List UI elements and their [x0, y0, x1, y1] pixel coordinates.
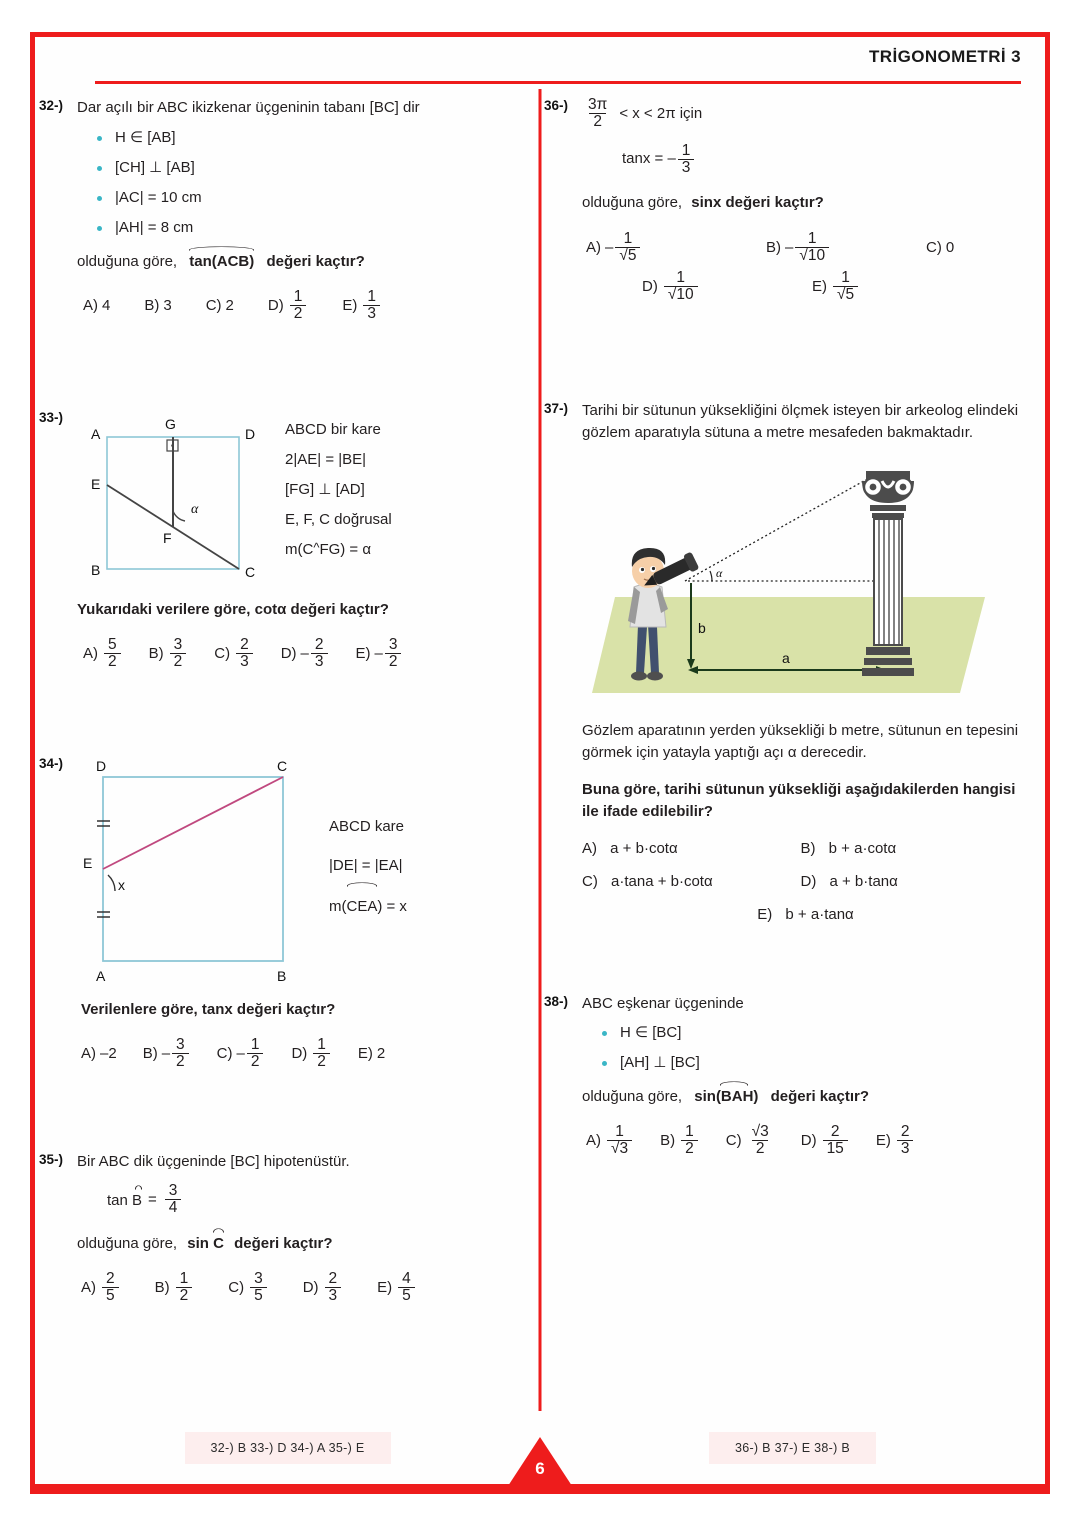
range-rest: < x < 2π için: [619, 104, 703, 122]
ask-tail: değeri kaçtır?: [234, 1234, 333, 1252]
fraction: [823, 1124, 848, 1158]
given-line: |DE| = |EA|: [329, 856, 403, 874]
question-33-ask: Yukarıdaki verilere göre, cotα değeri kaçtır?: [77, 600, 389, 618]
option-label: A): [83, 297, 98, 315]
numerator: 1: [293, 288, 303, 305]
option-label: D): [800, 1132, 817, 1150]
denominator: 2: [290, 305, 307, 322]
option-sign: –: [300, 645, 309, 663]
option-label: E): [757, 905, 773, 923]
fraction: [165, 1183, 182, 1217]
option-b[interactable]: [766, 231, 926, 265]
option-label: D): [800, 872, 817, 890]
option-d[interactable]: [291, 1037, 331, 1071]
page-header: [65, 47, 1021, 91]
option-label: C): [205, 297, 222, 315]
label-F: F: [163, 529, 172, 546]
option-label: C): [582, 872, 598, 890]
given-lhs: tan B: [107, 1191, 143, 1209]
numerator: 1: [179, 1270, 189, 1288]
question-34-ask: Verilenlere göre, tanx değeri kaçtır?: [81, 1000, 336, 1018]
option-e[interactable]: [358, 1045, 385, 1062]
ask-tail: değeri kaçtır?: [770, 1087, 869, 1105]
question-38: [544, 993, 1019, 1158]
square-abcd-midpoint-diagram: [77, 755, 313, 987]
option-a[interactable]: [83, 297, 110, 314]
numerator: 1: [681, 141, 691, 159]
option-label: E): [377, 1279, 393, 1297]
option-b[interactable]: [801, 840, 1020, 857]
option-label: D): [302, 1279, 319, 1297]
denominator: √10: [664, 286, 698, 303]
option-value: 2: [376, 1045, 386, 1063]
question-36-options-row1: [586, 231, 1019, 265]
tan-b-expression: [107, 1188, 142, 1213]
denominator: 3: [897, 1140, 914, 1157]
answer-key-left: 32-) B 33-) D 34-) A 35-) E: [185, 1432, 391, 1464]
option-a[interactable]: [586, 231, 766, 265]
fraction: [247, 1037, 264, 1071]
option-label: A): [81, 1045, 96, 1063]
square-abcd-diagram: [77, 409, 277, 589]
fraction: [250, 1271, 267, 1305]
numerator: 2: [328, 1270, 338, 1288]
alpha-label: α: [191, 501, 199, 517]
denominator: 3: [325, 1287, 342, 1304]
numerator: 2: [240, 636, 249, 654]
label-B: B: [91, 561, 101, 578]
option-d[interactable]: [801, 1124, 850, 1158]
option-sign: –: [161, 1045, 171, 1063]
numerator: 1: [623, 229, 633, 247]
option-c[interactable]: [926, 239, 954, 256]
option-d[interactable]: [281, 637, 330, 671]
numerator: 1: [807, 229, 817, 247]
question-38-givens: [600, 1023, 1019, 1074]
given-line: E, F, C doğrusal: [285, 510, 392, 528]
option-value: 3: [163, 297, 172, 315]
equation-lhs: tanx = –: [622, 150, 676, 168]
ask-expression: [694, 1088, 762, 1105]
numerator: 4: [402, 1270, 411, 1288]
fraction: [681, 1124, 698, 1158]
hat-mark: [135, 1185, 142, 1189]
option-d[interactable]: [642, 270, 812, 304]
option-c[interactable]: [582, 873, 801, 890]
angle-x-label: x: [118, 876, 125, 893]
option-label: E): [357, 1045, 373, 1063]
ask-tail: değeri kaçtır?: [266, 252, 365, 270]
given-line: [FG] ⊥ [AD]: [285, 480, 365, 498]
option-b[interactable]: [149, 637, 189, 671]
numerator: 1: [317, 1036, 326, 1054]
question-37-illustration: [590, 455, 1019, 712]
label-C: C: [277, 757, 288, 774]
option-label: A): [582, 839, 597, 857]
denominator: 2: [589, 113, 606, 130]
question-32: [39, 97, 520, 323]
option-c[interactable]: [206, 297, 234, 314]
question-38-ask: [582, 1084, 1019, 1109]
option-label: C): [216, 1045, 233, 1063]
denominator: 2: [104, 653, 121, 670]
ask-expr-text: sin C: [187, 1234, 224, 1252]
option-value: 4: [102, 297, 111, 315]
option-a[interactable]: [81, 1271, 121, 1305]
option-value: 0: [945, 238, 955, 256]
sight-line: [685, 473, 878, 581]
option-e[interactable]: [356, 637, 404, 671]
question-33-figure-row: [77, 409, 520, 589]
hat-mark: [347, 882, 378, 886]
denominator: 3: [363, 305, 380, 322]
option-c[interactable]: [726, 1124, 775, 1158]
lead-text: olduğuna göre,: [77, 1234, 178, 1252]
option-label: C): [214, 645, 231, 663]
label-D: D: [245, 425, 256, 442]
question-number-38: 38-): [544, 993, 569, 1009]
numerator: 3: [168, 1182, 178, 1200]
fraction: [290, 289, 307, 323]
ask-expr-text: sin(BAH): [694, 1087, 759, 1105]
given-line: ABCD bir kare: [285, 420, 381, 438]
option-label: E): [875, 1132, 891, 1150]
numerator: 2: [314, 636, 324, 654]
question-36-ask: [582, 192, 1019, 215]
denominator: 3: [311, 653, 328, 670]
label-C: C: [245, 563, 256, 580]
question-33-givens: [285, 409, 392, 565]
option-value: –2: [100, 1045, 117, 1063]
label-G: G: [165, 415, 176, 432]
denominator: 2: [752, 1140, 769, 1157]
option-e[interactable]: [342, 289, 382, 323]
numerator: 3: [173, 636, 183, 654]
denominator: 3: [236, 653, 253, 670]
option-label: B): [800, 839, 816, 857]
option-a[interactable]: [83, 637, 123, 671]
given-item: |AH| = 8 cm: [95, 218, 520, 238]
denominator: 2: [385, 653, 402, 670]
numerator: 1: [685, 1123, 694, 1141]
fraction: [313, 1037, 330, 1071]
hat-mark: [189, 246, 254, 250]
denominator: √10: [795, 247, 829, 264]
page-number-badge: [506, 1437, 574, 1489]
option-sign: –: [374, 645, 383, 663]
numerator: √3: [751, 1123, 769, 1141]
angle-hat-acb: [189, 249, 254, 274]
option-c[interactable]: [217, 1037, 266, 1071]
option-a[interactable]: [586, 1124, 634, 1158]
option-e[interactable]: [582, 906, 1019, 923]
option-label: C): [926, 238, 942, 256]
option-a[interactable]: [81, 1045, 117, 1062]
question-34-givens: [329, 755, 407, 926]
fraction: [170, 637, 187, 671]
fraction: [607, 1124, 632, 1158]
answer-key-right-box: [540, 1425, 1045, 1471]
given-line: ABCD kare: [329, 817, 405, 835]
option-b[interactable]: [660, 1124, 700, 1158]
numerator: 1: [676, 269, 686, 287]
hat-mark: [213, 1228, 224, 1232]
given-item: [CH] ⊥ [AB]: [95, 158, 520, 178]
option-value: 2: [225, 297, 234, 315]
option-label: C): [228, 1279, 245, 1297]
lead-text: olduğuna göre,: [582, 1087, 683, 1105]
question-36: [544, 96, 1019, 304]
fraction: [897, 1124, 914, 1158]
numerator: 3π: [588, 96, 608, 113]
numerator: 2: [900, 1123, 910, 1141]
fraction: [325, 1271, 342, 1305]
answer-key-left-box: [35, 1425, 540, 1471]
label-E: E: [91, 475, 101, 492]
ask-expression: [187, 1231, 224, 1256]
boy-shoe-left: [631, 671, 647, 680]
option-label: E): [355, 645, 371, 663]
alpha-label: α: [716, 565, 723, 580]
question-35-stem: Bir ABC dik üçgeninde [BC] hipotenüstür.: [77, 1152, 350, 1170]
lead-text: olduğuna göre,: [77, 252, 178, 270]
denominator: √5: [833, 286, 858, 303]
given-item: H ∈ [AB]: [95, 128, 520, 148]
option-label: B): [142, 1045, 158, 1063]
question-number-36: 36-): [544, 98, 569, 113]
lead-text: olduğuna göre,: [582, 194, 683, 212]
angle-hat-cea: CEA: [347, 885, 378, 926]
option-label: D): [267, 297, 284, 315]
caret-mark: ^: [313, 539, 320, 555]
archaeologist-column-scene: [590, 455, 990, 707]
question-33-options: [83, 637, 520, 671]
option-b[interactable]: [155, 1271, 195, 1305]
fraction: [795, 231, 829, 265]
denominator: 5: [398, 1287, 415, 1304]
option-label: D): [642, 278, 658, 296]
question-number-33: 33-): [39, 409, 64, 425]
given-line: m(C^FG) = α: [285, 539, 372, 558]
option-label: A): [586, 1132, 601, 1150]
denominator: 15: [823, 1140, 848, 1157]
ask-expr-text: tan(ACB): [189, 252, 255, 270]
option-sign: –: [605, 238, 614, 256]
numerator: 2: [106, 1270, 115, 1288]
option-label: C): [725, 1132, 742, 1150]
option-value: b + a·tanα: [785, 905, 854, 923]
fraction: [615, 231, 640, 265]
question-37-stem: Tarihi bir sütunun yüksekliğini ölçmek isteyen bir arkeolog elindeki gözlem aparatıyla sütuna a metre mesafeden bakmaktadır.: [582, 401, 1019, 442]
numerator: 2: [830, 1123, 840, 1141]
numerator: 3: [254, 1270, 263, 1288]
question-36-options-row2: [642, 270, 1019, 304]
option-label: E): [342, 297, 358, 315]
ask-tail: sinx değeri kaçtır?: [691, 194, 824, 212]
denominator: √5: [615, 247, 640, 264]
numerator: 3: [388, 636, 398, 654]
option-e[interactable]: [812, 270, 860, 304]
fraction: [311, 637, 328, 671]
option-sign: –: [785, 238, 794, 256]
fraction: [833, 270, 858, 304]
label-A: A: [96, 967, 106, 984]
option-a[interactable]: [582, 840, 801, 857]
question-35-options: [81, 1271, 520, 1305]
question-32-stem: Dar açılı bir ABC ikizkenar üçgeninin tabanı [BC] dir: [77, 99, 420, 116]
question-37: [544, 400, 1019, 923]
option-sign: –: [236, 1045, 245, 1063]
b-label: b: [698, 619, 706, 636]
question-number-34: 34-): [39, 755, 64, 771]
option-label: D): [280, 645, 297, 663]
question-35-ask: [77, 1231, 520, 1256]
option-value: a + b·cotα: [610, 839, 678, 857]
given-item: |AC| = 10 cm: [95, 188, 520, 208]
question-columns: [35, 89, 1045, 1411]
denominator: 3: [678, 159, 695, 176]
option-c[interactable]: [214, 637, 254, 671]
option-label: B): [154, 1279, 170, 1297]
option-label: B): [148, 645, 164, 663]
option-label: A): [83, 645, 98, 663]
denominator: 2: [313, 1053, 330, 1070]
given-line: m( CEA) = x: [329, 885, 407, 926]
question-number-37: 37-): [544, 400, 569, 416]
question-32-options: [83, 289, 520, 323]
question-36-range: [582, 97, 1019, 131]
question-number-32: 32-): [39, 98, 64, 113]
given-item: H ∈ [BC]: [600, 1023, 1019, 1043]
header-rule: [95, 81, 1021, 84]
question-37-options: [582, 840, 1019, 923]
denominator: 2: [681, 1140, 698, 1157]
option-b[interactable]: [144, 297, 171, 314]
given-item: [AH] ⊥ [BC]: [600, 1053, 1019, 1073]
right-column: [540, 89, 1045, 1411]
fraction: [678, 143, 695, 177]
fraction: [236, 637, 253, 671]
option-label: A): [81, 1279, 96, 1297]
hat-mark: [720, 1081, 748, 1085]
label-D: D: [96, 757, 107, 774]
question-38-stem: ABC eşkenar üçgeninde: [582, 994, 744, 1012]
numerator: 1: [615, 1123, 624, 1141]
denominator: 4: [165, 1199, 182, 1216]
question-38-options: [586, 1124, 1019, 1158]
question-33: [39, 409, 520, 671]
option-label: E): [812, 278, 827, 296]
option-label: A): [586, 238, 601, 256]
denominator: 5: [250, 1287, 267, 1304]
question-34-figure-row: [77, 755, 520, 987]
page-title: TRİGONOMETRİ 3: [869, 47, 1021, 66]
option-label: B): [144, 297, 160, 315]
question-number-35: 35-): [39, 1151, 64, 1167]
numerator: 5: [108, 636, 117, 654]
option-b[interactable]: [143, 1037, 191, 1071]
option-value: a + b·tanα: [829, 872, 898, 890]
question-34: [39, 755, 520, 1071]
question-36-equation: [622, 143, 1019, 177]
question-37-note: Gözlem aparatının yerden yüksekliği b metre, sütunun en tepesini görmek için yatayla yaptığı açı α derecedir.: [582, 721, 1019, 762]
question-35: [39, 1151, 520, 1305]
fraction: [398, 1271, 415, 1305]
page-number: 6: [535, 1459, 545, 1478]
option-c[interactable]: [228, 1271, 268, 1305]
question-37-ask: Buna göre, tarihi sütunun yüksekliği aşağıdakilerden hangisi ile ifade edilebilir?: [582, 780, 1016, 821]
option-e[interactable]: [377, 1271, 417, 1305]
ask-expression: [189, 253, 258, 270]
option-value: a·tana + b·cotα: [611, 872, 713, 890]
left-column: [35, 89, 540, 1411]
option-d[interactable]: [268, 289, 308, 323]
fraction: [748, 1124, 773, 1158]
numerator: 1: [841, 269, 850, 287]
denominator: √3: [607, 1140, 632, 1157]
boy-shoe-right: [647, 671, 663, 680]
option-e[interactable]: [876, 1124, 916, 1158]
option-label: D): [291, 1045, 308, 1063]
angle-hat-bah: [694, 1084, 758, 1109]
given-line: 2|AE| = |BE|: [285, 450, 367, 468]
question-32-ask: [77, 249, 520, 274]
numerator: 3: [176, 1036, 185, 1054]
a-label: a: [782, 649, 790, 666]
fraction: [664, 270, 698, 304]
option-d[interactable]: [303, 1271, 343, 1305]
label-A: A: [91, 425, 101, 442]
question-35-given: tan B = $\frac{3}{4}$: [107, 1183, 520, 1217]
denominator: 2: [176, 1287, 193, 1304]
fraction: [363, 289, 380, 323]
page-frame: [30, 32, 1050, 1494]
question-34-options: [81, 1037, 520, 1071]
fraction: [176, 1271, 193, 1305]
question-32-givens: [95, 128, 520, 239]
denominator: 2: [247, 1053, 264, 1070]
option-label: B): [660, 1132, 676, 1150]
denominator: 2: [170, 653, 187, 670]
denominator: 2: [172, 1053, 189, 1070]
denominator: 5: [102, 1287, 119, 1304]
numerator: 1: [367, 288, 376, 305]
option-d[interactable]: [801, 873, 1020, 890]
fraction: [584, 97, 611, 131]
label-B: B: [277, 967, 287, 984]
fraction: [385, 637, 402, 671]
answer-key-right: 36-) B 37-) E 38-) B: [709, 1432, 876, 1464]
fraction: [102, 1271, 119, 1305]
option-label: B): [766, 238, 781, 256]
label-E: E: [83, 854, 93, 871]
numerator: 1: [250, 1036, 260, 1054]
fraction: [104, 637, 121, 671]
option-value: b + a·cotα: [828, 839, 897, 857]
fraction: [172, 1037, 189, 1071]
